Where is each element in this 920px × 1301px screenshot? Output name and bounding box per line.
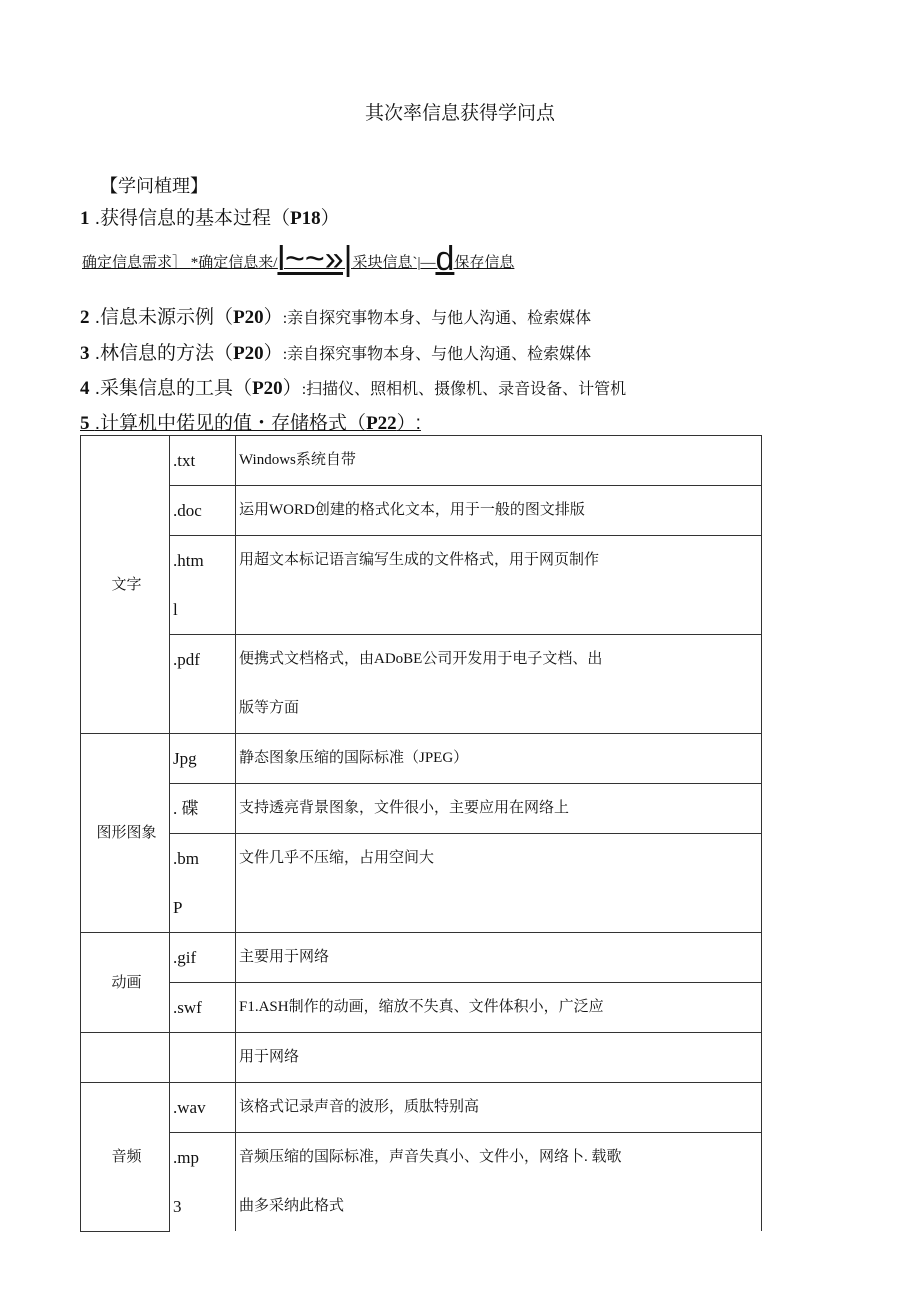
item-detail: :扫描仪、照相机、摄像机、录音设备、计管机 [301, 381, 627, 398]
table-row [81, 834, 762, 933]
process-flow [82, 240, 514, 279]
extension-cell: .gif [170, 933, 236, 983]
item-text: .获得信息的基本过程（ [94, 208, 291, 229]
description-line: 音频压缩的国际标准，声音失真小、文件小，网络卜. 载歌 [239, 1149, 622, 1165]
item-close: ） [263, 307, 283, 328]
extension-line: 3 [173, 1197, 182, 1216]
extension-line: .htm [173, 551, 204, 570]
extension-cell: .pdf [170, 635, 236, 734]
table-row [81, 635, 762, 734]
item-3 [80, 338, 591, 365]
description-cell: Windows系统自带 [236, 436, 762, 486]
item-detail: :亲自探究事物本身、与他人沟通、检索媒体 [282, 346, 592, 363]
table-row [81, 983, 762, 1033]
item-number: 1 [80, 208, 90, 229]
flow-arrow: l~~»| [277, 240, 353, 278]
description-line: 版等方面 [239, 700, 300, 716]
item-1 [80, 203, 340, 230]
table-row [81, 933, 762, 983]
flow-glyph: d [435, 240, 455, 278]
item-page: P22 [366, 413, 397, 434]
category-cell: 动画 [81, 933, 170, 1033]
flow-step-need: 确定信息需求］ [82, 255, 188, 271]
extension-cell: Jpg [170, 734, 236, 784]
item-text: .计算机中偌见的值・存储格式（ [94, 413, 367, 434]
category-cell: 音频 [81, 1083, 170, 1232]
category-cell: 图形图象 [81, 734, 170, 933]
description-cell: 支持透亮背景图象，文件很小，主要应用在网络上 [236, 784, 762, 834]
item-text: .信息未源示例（ [94, 307, 234, 328]
extension-cell: .swf [170, 983, 236, 1033]
item-close: ） [263, 343, 283, 364]
item-4 [80, 373, 626, 400]
item-page: P20 [233, 307, 264, 328]
item-page: P18 [290, 208, 321, 229]
item-close: ）: [396, 413, 421, 434]
item-number: 4 [80, 378, 90, 399]
extension-cell: .txt [170, 436, 236, 486]
item-text: .林信息的方法（ [94, 343, 234, 364]
item-page: P20 [252, 378, 283, 399]
extension-cell [170, 1133, 236, 1232]
description-cell [236, 1133, 762, 1232]
flow-step-save: 保存信息 [454, 255, 515, 271]
extension-line: .mp [173, 1148, 199, 1167]
table-row [81, 734, 762, 784]
section-label: 【学问植理】 [100, 176, 208, 196]
item-close: ） [282, 378, 302, 399]
description-cell: 静态图象压缩的国际标准（JPEG） [236, 734, 762, 784]
table-row [81, 1133, 762, 1232]
item-number: 3 [80, 343, 90, 364]
item-number: 2 [80, 307, 90, 328]
flow-dash: — [420, 255, 436, 271]
item-number: 5 [80, 413, 90, 434]
description-cell: 文件几乎不压缩，占用空间大 [236, 834, 762, 933]
item-2 [80, 302, 591, 329]
table-row [81, 784, 762, 834]
extension-cell [170, 1033, 236, 1083]
table-row [81, 536, 762, 635]
description-line: 曲多采纳此格式 [239, 1198, 345, 1214]
flow-step-source: *确定信息来/ [190, 255, 278, 271]
description-line: 便携式文档格式，由ADoBE公司开发用于电子文档、出 [239, 651, 603, 667]
description-cell: F1.ASH制作的动画，缩放不失真、文件体积小，广泛应 [236, 983, 762, 1033]
category-cell: 文字 [81, 436, 170, 734]
description-cell: 用于网络 [236, 1033, 762, 1083]
extension-cell: .wav [170, 1083, 236, 1133]
category-cell [81, 1033, 170, 1083]
table-row [81, 1083, 762, 1133]
description-cell: 该格式记录声音的波形，质肽特别高 [236, 1083, 762, 1133]
item-close: ） [320, 208, 340, 229]
extension-cell: . 碟 [170, 784, 236, 834]
extension-cell [170, 834, 236, 933]
description-cell: 用超文本标记语言编写生成的文件格式，用于网页制作 [236, 536, 762, 635]
format-table [80, 435, 762, 1232]
table-row [81, 1033, 762, 1083]
extension-cell: .doc [170, 486, 236, 536]
extension-cell [170, 536, 236, 635]
extension-line: .bm [173, 849, 199, 868]
description-cell [236, 635, 762, 734]
item-detail: :亲自探究事物本身、与他人沟通、检索媒体 [282, 310, 592, 327]
extension-line: P [173, 898, 183, 917]
description-cell: 主要用于网络 [236, 933, 762, 983]
flow-step-collect: 采块信息`| [352, 255, 421, 271]
item-5 [80, 408, 421, 435]
table-row [81, 436, 762, 486]
table-row [81, 486, 762, 536]
page-title: 其次率信息获得学问点 [364, 103, 555, 124]
item-page: P20 [233, 343, 264, 364]
item-text: .采集信息的工具（ [94, 378, 253, 399]
extension-line: l [173, 600, 178, 619]
description-cell: 运用WORD创建的格式化文本，用于一般的图文排版 [236, 486, 762, 536]
